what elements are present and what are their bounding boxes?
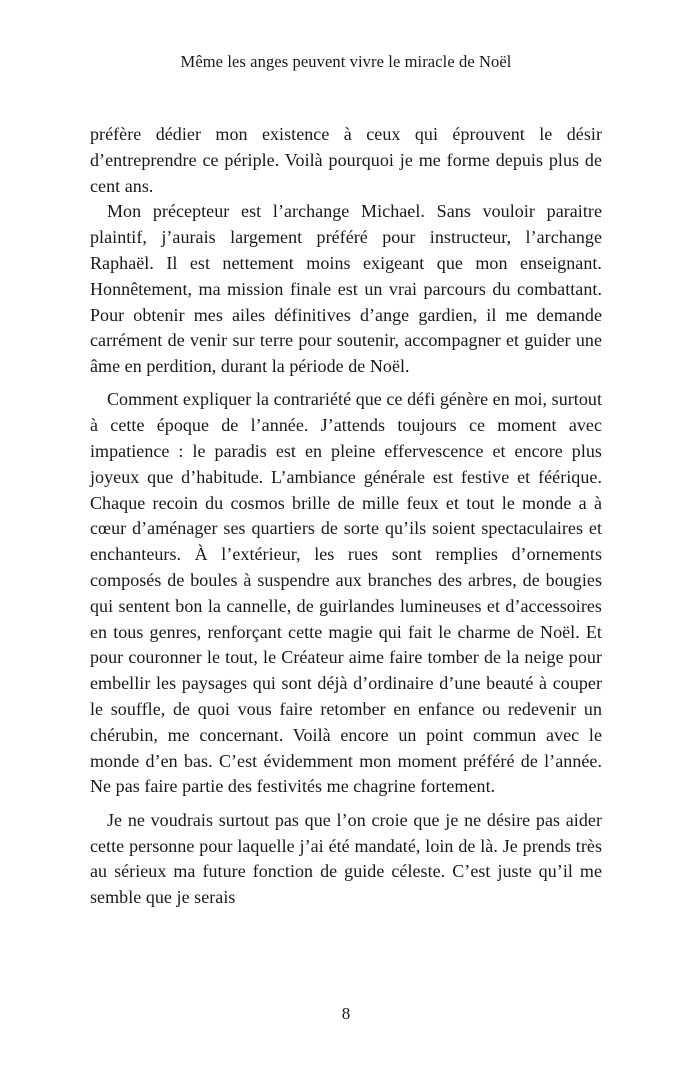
paragraph: Je ne voudrais surtout pas que l’on croie que je ne désire pas aider cette personne pour laquelle j’ai été mandaté, loin de là. Je prends très au sérieux ma future fonction de guide céleste. C’est juste qu’il me semble que je serais [90,809,602,908]
page-number: 8 [341,1004,351,1023]
paragraph: préfère dédier mon existence à ceux qui éprouvent le désir d’entreprendre ce périple. Voilà pourquoi je me forme depuis plus de cent ans. [90,124,602,196]
paragraph: Comment expliquer la contrariété que ce défi génère en moi, surtout à cette époque de l’année. J’attends toujours ce moment avec impatience : le paradis est en pleine effervescence et encore plus joyeux que d’habitude. L’ambiance générale est festive et féérique. Chaque recoin du cosmos brille de mille feux et tout le monde a à cœur d’aménager ses quartiers de sorte qu’ils soient spectaculaires et enchanteurs. À l’extérieur, les rues sont remplies d’ornements composés de boules à suspendre aux branches des arbres, de bougies qui sentent bon la cannelle, de guirlandes lumineuses et d’accessoires en tous genres, renforçant cette magie qui fait le charme de Noël. Et pour couronner le tout, le Créateur aime faire tomber de la neige pour embellir les paysages qui sont déjà d’ordinaire d’une beauté à couper le souffle, de quoi vous faire retomber en enfance ou redevenir un chérubin, me concernant. Voilà encore un point commun avec le monde d’en bas. C’est évidemment mon moment préféré de l’année. Ne pas faire partie des festivités me chagrine fortement. [90,389,602,797]
running-header: Même les anges peuvent vivre le miracle de Noël [180,52,512,71]
paragraph: Mon précepteur est l’archange Michael. Sans vouloir paraitre plaintif, j’aurais largement préféré pour instructeur, l’archange Raphaël. Il est nettement moins exigeant que mon enseignant. Honnêtement, ma mission finale est un vrai parcours du combattant. Pour obtenir mes ailes définitives d’ange gardien, il me demande carrément de venir sur terre pour soutenir, accompagner et guider une âme en perdition, durant la période de Noël. [90,201,602,377]
page-text [90,122,602,911]
